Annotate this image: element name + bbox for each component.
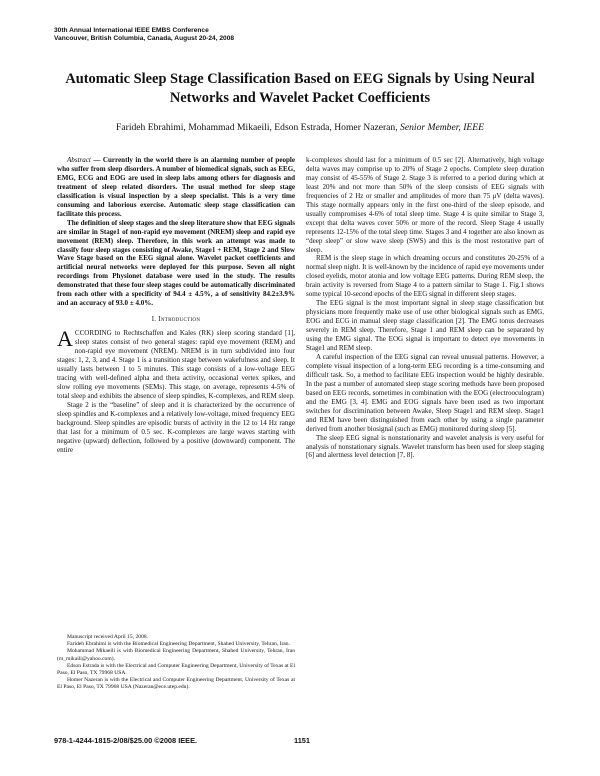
footnote-author-4: Homer Nazeran is with the Electrical and Computer Engineering Department, University of Texas at El Paso, El Paso, TX 79968 USA (Nazeran@ece.utep.edu). bbox=[57, 677, 295, 691]
page-footer bbox=[54, 736, 474, 745]
conference-location: Vancouver, British Columbia, Canada, August 20-24, 2008 bbox=[54, 35, 235, 43]
abstract-label: Abstract bbox=[67, 156, 91, 164]
abstract-paragraph-1 bbox=[57, 156, 295, 219]
footnote-author-2: Mohammad Mikaeili is with Biomedical Engineering Department, Shahed University, Tehran, Iran (m_mikaili@yahoo.com). bbox=[57, 648, 295, 662]
intro-paragraph-2: Stage 2 is the “baseline” of sleep and it is characterized by the occurrence of sleep spindles and K-complexes and a relatively low-voltage, mixed frequency EEG background. Sleep spindles are episodic bursts of activity in the 12 to 14 Hz range that last for a minimum of 0.5 sec. K-complexes are large waves starting with negative (upward) deflection, followed by a positive (downward) component. The entire bbox=[57, 400, 295, 454]
authors-names: Farideh Ebrahimi, Mohammad Mikaeili, Edson Estrada, Homer Nazeran, bbox=[116, 122, 398, 133]
conference-name: 30th Annual International IEEE EMBS Conference bbox=[54, 27, 209, 34]
isbn-copyright: 978-1-4244-1815-2/08/$25.00 ©2008 IEEE. bbox=[54, 736, 198, 745]
abstract-paragraph-2: The definition of sleep stages and the sleep literature show that EEG signals are similar in Stage1 of non-rapid eye movement (NREM) sleep and rapid eye movement (REM) sleep. Therefore, in this work an attempt was made to classify four sleep stages consisting of Awake, Stage1 + REM, Stage 2 and Slow Wave Stage based on the EEG signal alone. Wavelet packet coefficients and artificial neural networks were deployed for this purpose. Seven all night recordings from Physionet database were used in the study. The results demonstrated that these four sleep stages could be automatically discriminated from each other with a specificity of 94.4 ± 4.5%, a of sensitivity 84.2±3.9% and an accuracy of 93.0 ± 4.0%. bbox=[57, 218, 295, 308]
abstract-text-1: Currently in the world there is an alarming number of people who suffer from sleep disorders. A number of biomedical signals, such as EEG, EMG, ECG and EOG are used in sleep labs among others for diagnosis and treatment of sleep related disorders. The usual method for sleep stage classification is visual inspection by a sleep specialist. This is a very time consuming and laborious exercise. Automatic sleep stage classification can facilitate this process. bbox=[57, 156, 295, 218]
abstract bbox=[57, 156, 295, 308]
section-heading-introduction: I. Introduction bbox=[151, 316, 201, 324]
intro-first-word: CCORDING bbox=[74, 329, 112, 338]
page-number: 1151 bbox=[294, 736, 311, 745]
footnote-author-1: Farideh Ebrahimi is with the Biomedical Engineering Department, Shahed University, Tehran, Iran. bbox=[67, 641, 290, 648]
footnotes bbox=[57, 634, 295, 692]
intro-paragraph-1-text: to Rechtschaffen and Kales (RK) sleep scoring standard [1], sleep states consist of two general stages: rapid eye movement (REM) and non-rapid eye movement (NREM). NREM is in turn subdivided into four stages: 1, 2, 3, and 4. Stage 1 is a transition stage between wakefulness and sleep. It usually lasts between 1 to 5 minutes. This stage consists of a low-voltage EEG tracing with well-defined alpha and theta activity, occasional vertex spikes, and slow rolling eye movements (SEMs). This stage, on average, represents 4-5% of total sleep and exhibits the absence of sleep spindles, K-complexes, and REM sleep. bbox=[57, 329, 295, 400]
right-paragraph-3: The EEG signal is the most important signal in sleep stage classification but physicians more frequently make use of use other biological signals such as EMG, EOG and ECG in manual sleep stage classification [2]. The EMG tonus decreases severely in REM sleep. Therefore, Stage 1 and REM sleep can be separated by using the EMG signal. The EOG signal is important to detect eye movements in Stage1 and REM sleep. bbox=[306, 299, 544, 353]
intro-paragraph-1 bbox=[57, 326, 295, 401]
paper-title: Automatic Sleep Stage Classification Based on EEG Signals by Using Neural Networks and Wavelet Packet Coefficients bbox=[65, 71, 535, 106]
author-list bbox=[40, 122, 560, 134]
drop-cap: A bbox=[57, 326, 73, 352]
right-paragraph-2: REM is the sleep stage in which dreaming occurs and constitutes 20-25% of a normal sleep night. It is well-known by the incidence of rapid eye movements under closed eyelids, motor atonia and low voltage EEG patterns. During REM sleep, the brain activity is reversed from Stage 4 to a pattern similar to Stage 1. Fig.1 shows some typical 10-second epochs of the EEG signal in different sleep stages. bbox=[306, 254, 544, 299]
right-column bbox=[306, 156, 544, 460]
footnote-author-3: Edson Estrada is with the Electrical and Computer Engineering Department, University of Texas at El Paso, El Paso, TX 79968 USA. bbox=[57, 662, 296, 677]
right-paragraph-5: The sleep EEG signal is nonstationarity and wavelet analysis is very useful for analysis of nonstationary signals. Wavelet transform has been used for sleep staging [6] and alertness level detection [7, 8]. bbox=[306, 433, 544, 460]
abstract-dash: — bbox=[90, 156, 103, 164]
footnote-received: Manuscript received April 15, 2008. bbox=[67, 634, 149, 640]
left-column bbox=[57, 156, 295, 455]
author-role: Senior Member, IEEE bbox=[400, 122, 484, 133]
conference-header bbox=[54, 27, 454, 43]
right-paragraph-1: k-complexes should last for a minimum of 0.5 sec [2]. Alternatively, high voltage delta waves may comprise up to 20% of Stage 2 epochs. Complete sleep duration may consist of 45-55% of Stage 2. Stage 3 is referred to a period during which at least 20% and not more than 50% of the sleep consists of EEG signals with frequencies of 2 Hz or smaller and amplitudes of more than 75 μV (delta waves). This stage normally appears only in the first one-third of the sleep episode, and usually compromises 4-6% of total sleep time. Stage 4 is quite similar to Stage 3, except that delta waves cover 50% or more of the record. Sleep Stage 4 usually represents 12-15% of the total sleep time. Stages 3 and 4 together are also known as “deep sleep” or slow wave sleep (SWS) and this is the most restorative part of sleep. bbox=[306, 156, 544, 254]
right-paragraph-4: A careful inspection of the EEG signal can reveal unusual patterns. However, a complete visual inspection of a long-term EEG recording is a time-consuming and difficult task. So, a method to facilitate EEG inspection would be highly desirable. In the past a number of automated sleep stage scoring methods have been proposed based on EEG records, sometimes in combination with the EOG (electrooculogram) and the EMG [3, 4]. EMG and EOG signals have been used as two important switches for discrimination between Awake, Sleep Stage1 and REM sleep. Stage1 and REM have been distinguished from each other by using a single parameter derived from another biosignal (such as EMG) monitored during sleep [5]. bbox=[306, 352, 544, 433]
